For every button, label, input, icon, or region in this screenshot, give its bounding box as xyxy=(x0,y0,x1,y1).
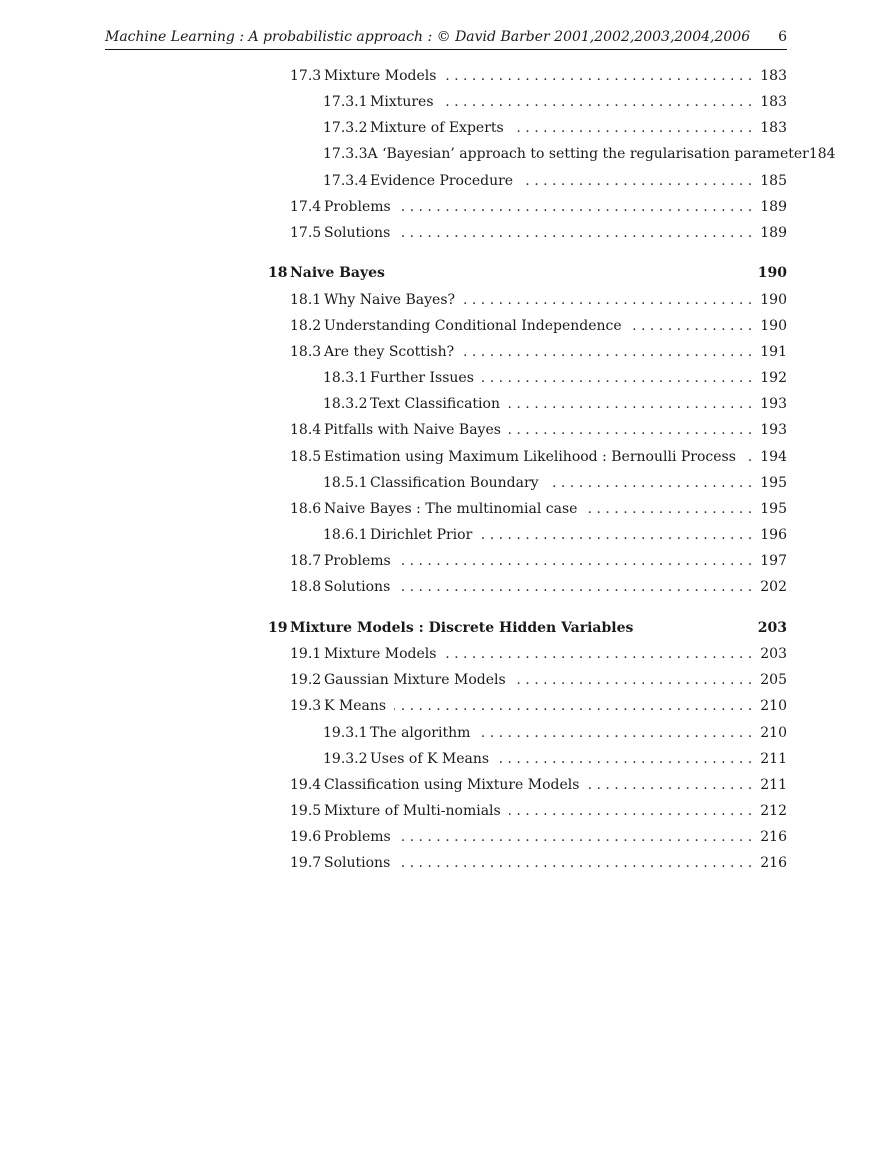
toc-entry-title: Problems xyxy=(324,199,391,215)
dot-leader xyxy=(512,119,753,137)
toc-entry-title: Mixture Models xyxy=(324,646,437,662)
toc-entry-title: Solutions xyxy=(324,579,391,595)
toc-entry-number: 19.6 xyxy=(290,829,322,845)
toc-section-entry[interactable] xyxy=(290,671,787,689)
dot-leader xyxy=(462,343,752,361)
toc-section-entry[interactable] xyxy=(290,802,787,820)
toc-entry-title: Pitfalls with Naive Bayes xyxy=(324,422,501,438)
dot-leader xyxy=(508,395,752,413)
dot-leader xyxy=(547,474,753,492)
toc-entry-title: Naive Bayes xyxy=(290,265,385,281)
toc-entry-page: 203 xyxy=(760,646,787,662)
dot-leader xyxy=(482,369,752,387)
toc-entry-page: 211 xyxy=(760,777,787,793)
toc-entry-title: The algorithm xyxy=(370,725,471,741)
dot-leader xyxy=(630,317,753,335)
toc-entry-number: 19.3.1 xyxy=(323,725,368,741)
toc-subsection-entry[interactable] xyxy=(323,526,787,544)
toc-entry-title: K Means xyxy=(324,698,387,714)
dot-leader xyxy=(398,224,752,242)
toc-entry-number: 17.5 xyxy=(290,225,322,241)
toc-entry-number: 19.2 xyxy=(290,672,322,688)
toc-entry-page: 202 xyxy=(760,579,787,595)
toc-subsection-entry[interactable] xyxy=(323,172,787,190)
dot-leader xyxy=(480,526,752,544)
toc-entry-number: 19.3.2 xyxy=(323,751,368,767)
toc-entry-page: 190 xyxy=(760,292,787,308)
toc-entry-page: 190 xyxy=(760,318,787,334)
running-header xyxy=(105,27,787,50)
toc-section-entry[interactable] xyxy=(290,828,787,846)
toc-entry-page: 211 xyxy=(760,751,787,767)
toc-entry-title: Problems xyxy=(324,553,391,569)
toc-entry-page: 197 xyxy=(760,553,787,569)
toc-entry-number: 19.4 xyxy=(290,777,322,793)
toc-section-entry[interactable] xyxy=(290,421,787,439)
toc-entry-page: 189 xyxy=(760,225,787,241)
toc-entry-page: 183 xyxy=(760,68,787,84)
toc-entry-number: 17.3.2 xyxy=(323,120,368,136)
toc-entry-number: 17.3.3 xyxy=(323,146,368,162)
toc-entry-page: 190 xyxy=(757,265,787,281)
dot-leader xyxy=(509,802,753,820)
toc-section-entry[interactable] xyxy=(290,776,787,794)
toc-entry-title: Evidence Procedure xyxy=(370,173,514,189)
toc-entry-title: Classification Boundary xyxy=(370,475,539,491)
toc-section-entry[interactable] xyxy=(290,291,787,309)
toc-section-entry[interactable] xyxy=(290,854,787,872)
toc-subsection-entry[interactable] xyxy=(323,724,787,742)
toc-entry-page: 216 xyxy=(760,855,787,871)
toc-entry-number: 19 xyxy=(268,620,288,636)
toc-entry-page: 192 xyxy=(760,370,787,386)
toc-entry-title: Understanding Conditional Independence xyxy=(324,318,622,334)
toc-entry-page: 194 xyxy=(760,449,787,465)
toc-entry-title: Mixtures xyxy=(370,94,434,110)
toc-entry-title: A ‘Bayesian’ approach to setting the regularisation parameter xyxy=(367,146,809,162)
toc-section-entry[interactable] xyxy=(290,578,787,596)
toc-entry-number: 18.3 xyxy=(290,344,322,360)
dot-leader xyxy=(442,93,753,111)
toc-entry-title: Mixture of Experts xyxy=(370,120,504,136)
toc-entry-number: 19.5 xyxy=(290,803,322,819)
toc-entry-title: Mixture Models xyxy=(324,68,437,84)
toc-entry-number: 18.8 xyxy=(290,579,322,595)
toc-entry-number: 17.3.4 xyxy=(323,173,368,189)
dot-leader xyxy=(398,854,752,872)
toc-entry-page: 195 xyxy=(760,475,787,491)
toc-section-entry[interactable] xyxy=(290,448,787,466)
toc-entry-page: 183 xyxy=(760,94,787,110)
toc-entry-page: 212 xyxy=(760,803,787,819)
dot-leader xyxy=(478,724,752,742)
toc-entry-title: Are they Scottish? xyxy=(324,344,455,360)
toc-entry-page: 193 xyxy=(760,422,787,438)
toc-subsection-entry[interactable] xyxy=(323,369,787,387)
dot-leader xyxy=(463,291,752,309)
running-header-title: Machine Learning : A probabilistic approach : © David Barber 2001,2002,2003,2004,2006 xyxy=(105,29,751,45)
toc-entry-number: 18.1 xyxy=(290,292,322,308)
toc-entry-number: 18.6 xyxy=(290,501,322,517)
toc-entry-number: 18.3.1 xyxy=(323,370,368,386)
toc-entry-number: 17.3 xyxy=(290,68,322,84)
toc-entry-number: 19.7 xyxy=(290,855,322,871)
dot-leader xyxy=(514,671,753,689)
toc-entry-page: 210 xyxy=(760,725,787,741)
dot-leader xyxy=(521,172,752,190)
dot-leader xyxy=(444,645,752,663)
toc-entry-title: Naive Bayes : The multinomial case xyxy=(324,501,578,517)
toc-entry-number: 17.4 xyxy=(290,199,322,215)
dot-leader xyxy=(509,421,752,439)
dot-leader xyxy=(497,750,752,768)
toc-entry-title: Dirichlet Prior xyxy=(370,527,473,543)
toc-entry-number: 18 xyxy=(268,265,288,281)
toc-entry-title: Further Issues xyxy=(370,370,474,386)
toc-section-entry[interactable] xyxy=(290,198,787,216)
toc-entry-number: 18.4 xyxy=(290,422,322,438)
toc-entry-title: Classification using Mixture Models xyxy=(324,777,580,793)
dot-leader xyxy=(399,828,753,846)
toc-entry-title: Mixture of Multi-nomials xyxy=(324,803,501,819)
toc-entry-page: 185 xyxy=(760,173,787,189)
toc-subsection-entry[interactable] xyxy=(323,93,787,111)
toc-entry-title: Gaussian Mixture Models xyxy=(324,672,506,688)
toc-entry-page: 196 xyxy=(760,527,787,543)
toc-entry-number: 18.5 xyxy=(290,449,322,465)
toc-entry-title: Why Naive Bayes? xyxy=(324,292,456,308)
toc-subsection-entry[interactable] xyxy=(323,395,787,413)
page-number: 6 xyxy=(778,29,787,45)
toc-section-entry[interactable] xyxy=(290,552,787,570)
toc-chapter-entry[interactable] xyxy=(268,264,787,282)
toc-entry-page: 184 xyxy=(808,146,836,162)
toc-entry-number: 18.3.2 xyxy=(323,396,368,412)
dot-leader xyxy=(587,776,752,794)
toc-entry-title: Problems xyxy=(324,829,391,845)
toc-section-entry[interactable] xyxy=(290,500,787,518)
toc-entry-number: 17.3.1 xyxy=(323,94,368,110)
toc-subsection-entry[interactable] xyxy=(323,750,787,768)
toc-entry-title: Solutions xyxy=(324,225,391,241)
dot-leader xyxy=(744,448,752,466)
toc-section-entry[interactable] xyxy=(290,697,787,715)
toc-entry-title: Estimation using Maximum Likelihood : Bernoulli Process xyxy=(324,449,736,465)
toc-entry-number: 18.2 xyxy=(290,318,322,334)
dot-leader xyxy=(585,500,752,518)
toc-entry-page: 210 xyxy=(760,698,787,714)
dot-leader xyxy=(398,578,752,596)
toc-section-entry[interactable] xyxy=(290,343,787,361)
toc-entry-number: 19.3 xyxy=(290,698,322,714)
toc-section-entry[interactable] xyxy=(290,67,787,85)
toc-entry-page: 203 xyxy=(757,620,787,636)
toc-section-entry[interactable] xyxy=(290,317,787,335)
toc-entry-page: 195 xyxy=(760,501,787,517)
toc-chapter-entry[interactable] xyxy=(268,619,787,637)
toc-entry-title: Mixture Models : Discrete Hidden Variables xyxy=(290,620,634,636)
toc-entry-page: 189 xyxy=(760,199,787,215)
toc-entry-number: 18.5.1 xyxy=(323,475,368,491)
toc-entry-title: Text Classification xyxy=(370,396,500,412)
toc-entry-page: 183 xyxy=(760,120,787,136)
toc-entry-number: 19.1 xyxy=(290,646,322,662)
dot-leader xyxy=(444,67,752,85)
toc-entry-number: 18.6.1 xyxy=(323,527,368,543)
toc-entry-page: 216 xyxy=(760,829,787,845)
toc-subsection-entry[interactable] xyxy=(323,119,787,137)
dot-leader xyxy=(399,198,753,216)
toc-subsection-entry[interactable] xyxy=(323,474,787,492)
toc-entry-title: Uses of K Means xyxy=(370,751,490,767)
toc-entry-title: Solutions xyxy=(324,855,391,871)
dot-leader xyxy=(394,697,752,715)
toc-subsection-entry[interactable] xyxy=(323,145,836,163)
toc-entry-page: 193 xyxy=(760,396,787,412)
toc-section-entry[interactable] xyxy=(290,645,787,663)
toc-entry-page: 205 xyxy=(760,672,787,688)
toc-entry-number: 18.7 xyxy=(290,553,322,569)
dot-leader xyxy=(399,552,753,570)
toc-entry-page: 191 xyxy=(760,344,787,360)
toc-section-entry[interactable] xyxy=(290,224,787,242)
